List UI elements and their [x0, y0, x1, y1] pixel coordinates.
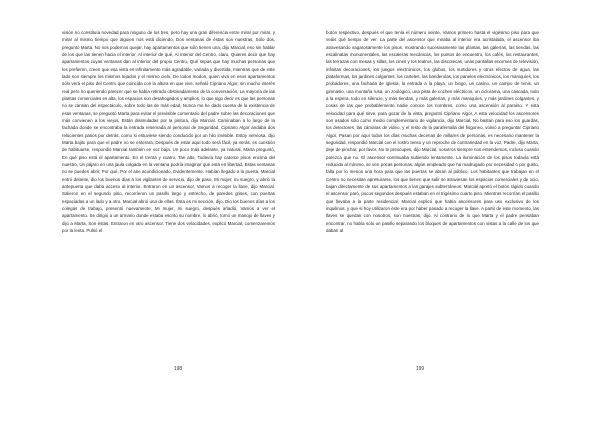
- left-page-number: 198: [173, 366, 183, 372]
- left-page-body-text: visión no constituía novedad para ninguno de los tres, pero hay una gran diferencia entre mirar por mirar, y mirar al mismo tiempo que alguien nos está diciendo, Dos ventanas de éstas son nuestras, Sólo dos, preguntó Marta, No nos podemos quejar, hay apartamentos que sólo tienen una, dijo Marcial, eso sin hablar de los que las tienen hacia el interior, Al interior de qué, Al interior del Centro, claro, Quieres decir que hay apartamentos cuyas ventanas dan al interior del propio Centro, Qué sepas que hay muchas personas que los prefieren, creen que esa vista es infinitamente más agradable, variada y divertida, mientras que de este lado son siempre los mismos tejados y el mismo cielo, De todos modos, quien viva en esos apartamentos sólo verá el piso del Centro que coincida con la altura en que vive, señaló Cipriano Algor, sin mucho interés real pero no queriendo parecer que se había retirado obstinadamente de la conversación, La mayoría de las plantas comerciales es alta, los espacios son desahogados y amplios, lo que sigo decir es que las personas no se cansan del espectáculo, sobre todo las de más edad, Nunca me he dado cuenta de la existencia de esas ventanas, se preguntó Marta para evitar el previsible comentario del padre sobre las decoraciones que más convienen a los viejos, Están disimuladas por la pintura, dijo Marcial. Caminaban a lo largo de la fachada donde se encontraba la entrada reservada al personal de Seguridad, Cipriano Algor andaba dos relucientes pasos por detrás, como si estuviese siendo conducido por un hilo invisible. Estoy nerviosa, dijo Marta bajito para que el padre no se enterara, Después de estar aquí todo será fácil, ya verás, es cuestión de habituarse, respondió Marcial también en voz baja. Un poco más adelante, ya natural, Marta preguntó, En qué piso está el apartamento, En el trenta y cuatro, Tan alto, Todavía hay catorce pisos encima del nuestro, Un pájaro en una jaula colgada en la ventana podría imaginar que está en libertad, Estas ventanas no se pueden abrir, Por qué, Por el aire acondicionado, Evidentemente. Habían llegado a la puerta. Marcial entró delante, dio los buenos días a los vigilantes de servicio, dijo de paso, Mi mujer, mi suegro, y abrió la antepuerta que daba acceso al interior. Entraron en un ascensor, Vamos a recoger la llave, dijo Marcial. Salieron en el segundo piso, recorrieron un pasillo largo y estrecho, de paredes grises, con puertas espaciadas a un lado y a otro. Marcial abrió una de ellas. Ésta es mi sección, dijo. Dio los buenos días a los colegas de trabajo, presentó nuevamente, Mi mujer, mi suegro, después añadió, Vamos a ver el apartamento. Se dirigió a un armario donde estaba escrito su nombre, lo abrió, tomó un manojo de llaves y dijo a Marta, Son éstas. Entraron en otro ascensor. Tiene dos velocidades, explicó Marcial, comenzaremos por la lenta. Pulsó el: [62, 30, 275, 233]
- right-page-number: 199: [415, 366, 425, 372]
- right-page: [300, 0, 600, 424]
- right-page-body-text: botón respectivo, después el que tenía el número veinte, Vamos primero hasta el vigésimo piso para que veáis qué tiempo de ver. La parte del ascensor que miraba al interior era acristalada, el ascensor iba atravesando vagarosamente los pisos, mostrando sucesivamente las plantas, las galerías, las tiendas, las escalinatas monumentales, las escaleras mecánicas, los puntos de encuentro, los cafés, los restaurantes, las terrazas con mesas y sillas, los cines y los teatros, las discotecas, unas pantallas enormes de televisión, infinitas decoraciones, los juegos electrónicos, los globos, los surtidores y otros efectos de agua, las plataformas, los jardines colgantes, los carteles, las banderolas, los paneles electrónicos, los maniquíes, los probadores, una fachada de iglesia, la entrada a la playa, un bingo, un casino, un campo de tenis, un gimnasio, una montaña rusa, un zoológico, una pista de coches eléctricos, un ciclorama, una cascada, todo a la espera, todo en silencio, y más tiendas, y más galerías, y más maniquíes, y más jardines colgantes, y cosas de las que probablemente nadie conoce los nombres, como una ascensión al paraíso. Y esta velocidad para qué sirve, para gozar de la vista, preguntó Cipriano Algor, A esta velocidad los ascensores son usados sólo como medio complementario de vigilancia, dijo Marcial, No bastan para eso los guardas, los detectores, las cámaras de vídeo, y el resto de la parafernalia del fisgoneo, volvió a preguntar Cipriano Algor, Pasan por aquí todos los días muchas decenas de millares de personas, es necesario mantener la seguridad, respondió Marcial con el rostro tenso y un reproche de contrariedad en la voz, Padre, dijo Marta, deje de pinchar, por favor, No te preocupes, dijo Marcial, nosotros siempre nos entendemos, incluso cuando parezca que no. El ascensor continuaba subiendo lentamente. La iluminación de los pisos todavía está reducida al mínimo, se ven pocas personas, algún empleado que ha madrugado por necesidad o por gusto, falta por lo menos una hora para que las puertas se abran al público. Los habitantes que trabajan en el Centro no necesitan apresurarse, los que tienen que salir se atraviesan los espacios comerciales y de ocio, bajan directamente de sus apartamentos a las garajes subterráneos. Marcial apretó el botón rápido cuando el ascensor paró, pocos segundos después estaban en el trigésimo cuarto piso. Mientras recorrían el pasillo que llevaba a la parte residencial, Marcial explicó que había ascensores para uso exclusivo de los inquilinos, y que si hoy utilizaron éste era por haber pasado a recoger la llave. A partir de este momento, las llaves se quedan con nosotros, son nuestras, dijo. Al contrario de lo que Marta y el padre pensaban encontrar, no había sólo un pasillo separando los bloques de apartamentos con vistas a la calle de los que daban al: [326, 30, 539, 233]
